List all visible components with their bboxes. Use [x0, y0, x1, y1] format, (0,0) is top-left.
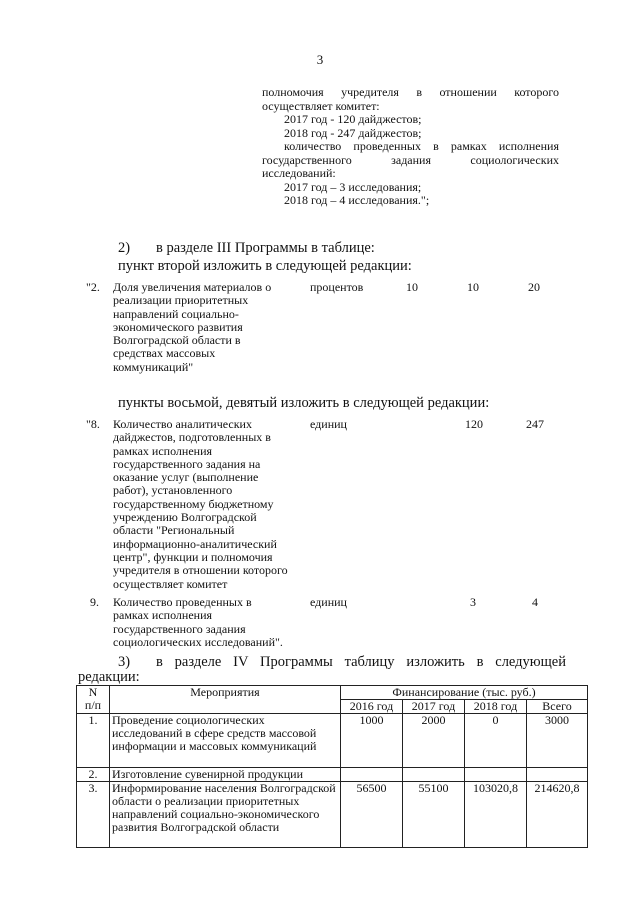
text-line: оказание услуг (выполнение [113, 470, 259, 485]
text-line: количество проведенных в рамках исполнения [284, 139, 559, 153]
text-line: учреждению Волгоградской [113, 510, 257, 525]
item-8-value-2: 247 [526, 417, 544, 431]
item-9-value-2: 4 [532, 595, 538, 609]
item-2-text [113, 281, 298, 374]
text-line: учредителя в отношении которого [113, 563, 288, 578]
text-line: осуществляет комитет [113, 576, 228, 591]
header-2016: 2016 год [341, 700, 403, 714]
text-line: государственного задания на [113, 456, 261, 471]
text-line: средствах массовых [113, 346, 216, 361]
row-num: 1. [77, 714, 110, 768]
row-2017: 55100 [403, 782, 465, 848]
text-line: области "Региональный [113, 523, 235, 538]
row-name: Проведение социологических исследований в сфере средств массовой информации и массовых коммуникаций [110, 714, 341, 768]
item-9-text [113, 596, 308, 649]
text-line: рамках исполнения [113, 608, 213, 623]
section-3-heading: в разделе IV Программы таблицу изложить в следующей [156, 654, 566, 670]
section-3-number: 3) [118, 654, 131, 670]
row-num: 2. [77, 768, 110, 782]
row-2016: 1000 [341, 714, 403, 768]
row-name: Информирование населения Волгоградской области о реализации приоритетных направлений социально-экономического развития Волгоградской области [110, 782, 341, 848]
row-2017 [403, 768, 465, 782]
row-2018: 103020,8 [465, 782, 527, 848]
text-line: реализации приоритетных [113, 293, 249, 308]
section-2-heading: в разделе III Программы в таблице: [156, 240, 375, 256]
row-total: 214620,8 [527, 782, 588, 848]
section-2-number: 2) [118, 240, 131, 256]
text-line: Количество аналитических [113, 417, 252, 431]
text-line: коммуникаций" [113, 359, 194, 374]
row-2018: 0 [465, 714, 527, 768]
row-num: 3. [77, 782, 110, 848]
page-number: 3 [316, 52, 324, 67]
row-2018 [465, 768, 527, 782]
header-total: Всего [527, 700, 588, 714]
text-line: государственного задания социологических [262, 152, 559, 167]
text-line: Волгоградской области в [113, 333, 241, 348]
section-2-subheading-2: пункты восьмой, девятый изложить в следующей редакции: [118, 395, 490, 411]
text-line: 2018 год – 4 исследования."; [284, 193, 430, 207]
table-row [77, 714, 588, 768]
text-line: исследований: [262, 166, 336, 180]
text-line: 2017 год - 120 дайджестов; [284, 112, 422, 126]
item-2-number: "2. [86, 280, 100, 294]
row-total [527, 768, 588, 782]
text-line: центр", функции и полномочия [113, 549, 273, 564]
text-line: 2017 год – 3 исследования; [284, 179, 422, 194]
item-2-unit: процентов [310, 280, 364, 294]
text-line: Количество проведенных в [113, 595, 252, 609]
table-header-row [77, 686, 588, 700]
section-3-heading-cont: редакции: [78, 669, 140, 685]
row-name: Изготовление сувенирной продукции [110, 768, 341, 782]
item-9-unit: единиц [310, 595, 347, 609]
table-row [77, 768, 588, 782]
item-2-value-1: 10 [406, 280, 418, 294]
header-event: Мероприятия [110, 686, 341, 714]
item-8-text [113, 418, 308, 591]
text-line: направлений социально- [113, 306, 239, 321]
text-line: дайджестов, подготовленных в [113, 430, 271, 445]
text-line: полномочия учредителя в отношении которого [262, 85, 559, 99]
text-line: работ), установленного [113, 483, 233, 498]
text-line: Доля увеличения материалов о [113, 280, 272, 294]
top-continuation-block [262, 86, 559, 208]
text-line: 2018 год - 247 дайджестов; [284, 125, 422, 140]
item-2-value-3: 20 [528, 280, 540, 294]
item-8-unit: единиц [310, 417, 347, 431]
text-line: экономического развития [113, 319, 243, 334]
text-line: государственного задания [113, 621, 246, 636]
header-num-line: п/п [84, 698, 102, 712]
item-9-value-1: 3 [470, 595, 476, 609]
item-8-number: "8. [86, 417, 100, 431]
text-line: информационно-аналитический [113, 536, 277, 551]
text-line: рамках исполнения [113, 443, 213, 458]
header-num-line: N [88, 685, 98, 699]
header-2017: 2017 год [403, 700, 465, 714]
financing-table [76, 685, 588, 848]
item-8-value-1: 120 [465, 417, 483, 431]
header-financing: Финансирование (тыс. руб.) [341, 686, 588, 700]
text-line: социологических исследований". [113, 634, 283, 649]
header-2018: 2018 год [465, 700, 527, 714]
item-9-number: 9. [90, 595, 99, 609]
text-line: осуществляет комитет: [262, 98, 380, 113]
row-total: 3000 [527, 714, 588, 768]
row-2017: 2000 [403, 714, 465, 768]
table-row [77, 782, 588, 848]
section-2-subheading: пункт второй изложить в следующей редакции: [118, 258, 412, 274]
text-line: государственному бюджетному [113, 496, 274, 511]
row-2016: 56500 [341, 782, 403, 848]
header-num [77, 686, 110, 714]
row-2016 [341, 768, 403, 782]
item-2-value-2: 10 [467, 280, 479, 294]
